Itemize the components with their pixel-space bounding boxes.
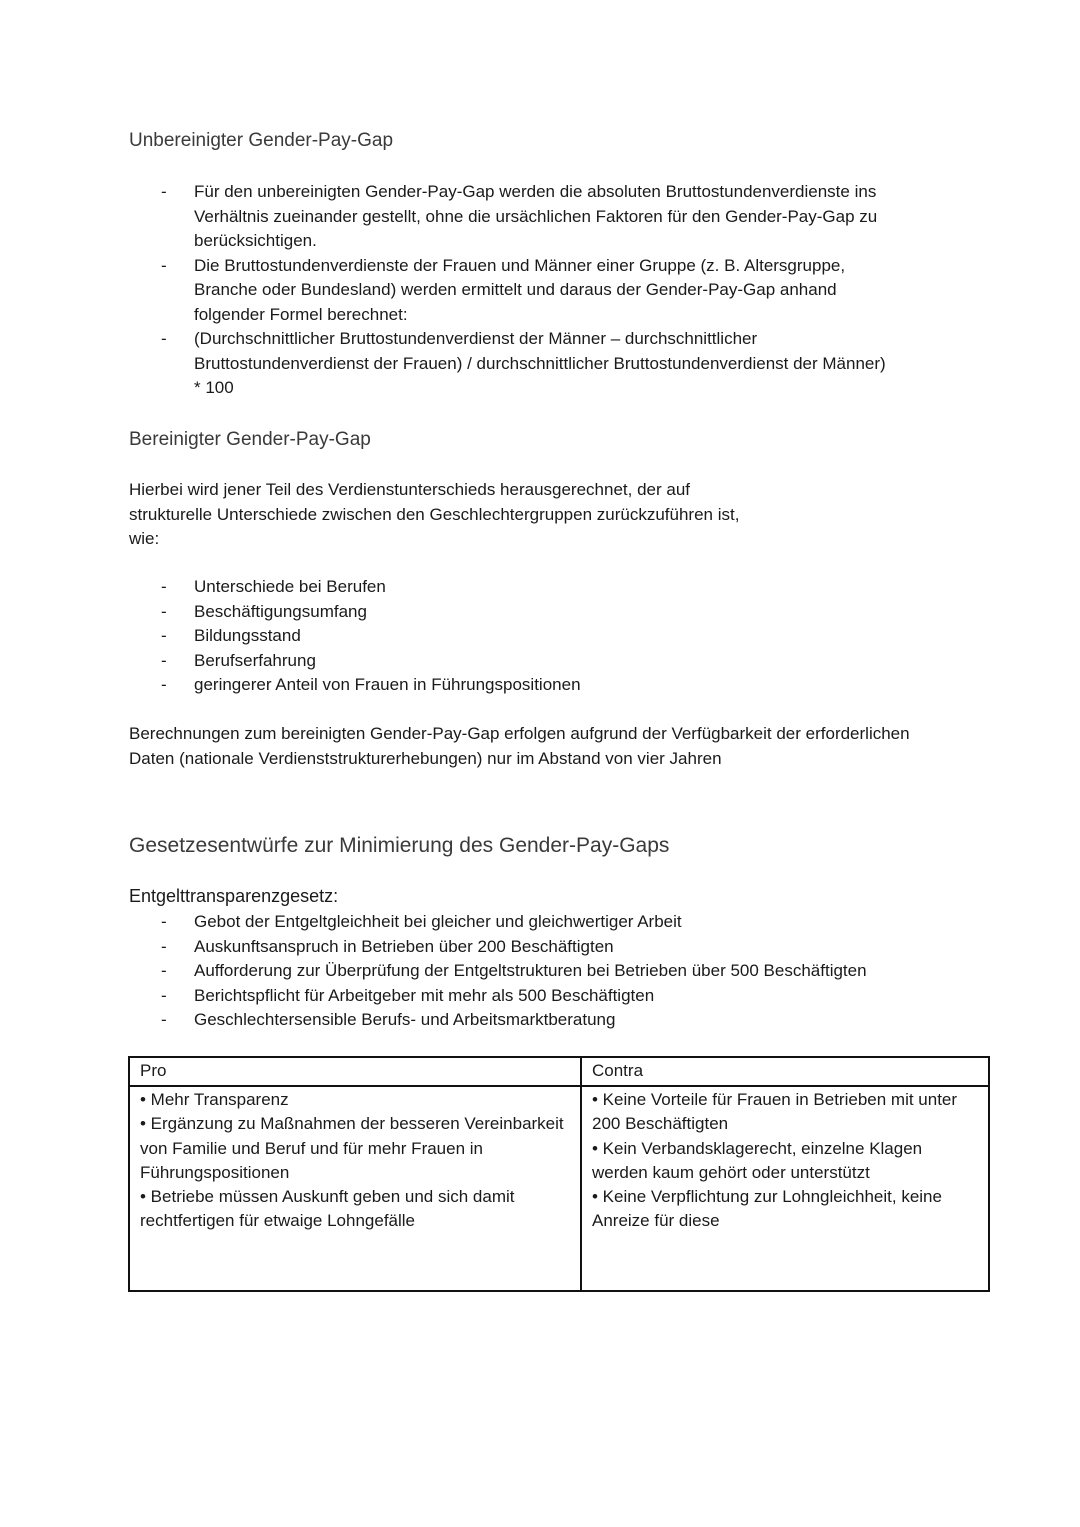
unbereinigt-list bbox=[129, 180, 949, 401]
list-item: - Gebot der Entgeltgleichheit bei gleicher und gleichwertiger Arbeit bbox=[129, 910, 989, 935]
contra-point: • Kein Verbandsklagerecht, einzelne Klagen werden kaum gehört oder unterstützt bbox=[592, 1138, 923, 1182]
pro-point: • Mehr Transparenz bbox=[140, 1090, 289, 1110]
section-heading-bereinigt: Bereinigter Gender-Pay-Gap bbox=[129, 429, 371, 450]
pro-point: • Betriebe müssen Auskunft geben und sich damit rechtfertigen für etwaige Lohngefälle bbox=[140, 1187, 515, 1231]
list-item: - Geschlechtersensible Berufs- und Arbeitsmarktberatung bbox=[129, 1008, 989, 1033]
list-item: - Die Bruttostundenverdienste der Frauen und Männer einer Gruppe (z. B. Altersgruppe, Branche oder Bundesland) werden ermittelt und daraus der Gender-Pay-Gap anhand folgender Formel berechnet: bbox=[129, 254, 949, 328]
list-item: - Unterschiede bei Berufen bbox=[129, 575, 949, 600]
contra-cell bbox=[581, 1086, 989, 1291]
pro-header: Pro bbox=[129, 1057, 581, 1086]
list-item: - (Durchschnittlicher Bruttostundenverdienst der Männer – durchschnittlicher Bruttostundenverdienst der Frauen) / durchschnittlicher Bruttostundenverdienst der Männer) * 100 bbox=[129, 327, 949, 401]
pro-contra-table bbox=[128, 1056, 990, 1292]
contra-point: • Keine Verpflichtung zur Lohngleichheit, keine Anreize für diese bbox=[592, 1187, 942, 1231]
table-row bbox=[129, 1086, 989, 1291]
table-header-row bbox=[129, 1057, 989, 1086]
law-points-list bbox=[129, 910, 989, 1033]
list-item: - geringerer Anteil von Frauen in Führungspositionen bbox=[129, 673, 949, 698]
list-item: - Bildungsstand bbox=[129, 624, 949, 649]
pro-cell bbox=[129, 1086, 581, 1291]
section-heading-gesetze: Gesetzesentwürfe zur Minimierung des Gender-Pay-Gaps bbox=[129, 834, 670, 857]
section-heading-unbereinigt: Unbereinigter Gender-Pay-Gap bbox=[129, 130, 394, 151]
list-item: - Für den unbereinigten Gender-Pay-Gap werden die absoluten Bruttostundenverdienste ins Verhältnis zueinander gestellt, ohne die ursächlichen Faktoren für den Gender-Pay-Gap zu berücksichtigen. bbox=[129, 180, 949, 254]
law-title: Entgelttransparenzgesetz: bbox=[129, 886, 339, 906]
list-item: - Beschäftigungsumfang bbox=[129, 600, 949, 625]
contra-header: Contra bbox=[581, 1057, 989, 1086]
pro-point: • Ergänzung zu Maßnahmen der besseren Vereinbarkeit von Familie und Beruf und für mehr Frauen in Führungspositionen bbox=[140, 1114, 564, 1182]
list-item: - Berufserfahrung bbox=[129, 649, 949, 674]
bereinigt-note: Berechnungen zum bereinigten Gender-Pay-Gap erfolgen aufgrund der Verfügbarkeit der erforderlichen Daten (nationale Verdienststrukturerhebungen) nur im Abstand von vier Jahren bbox=[129, 724, 910, 768]
list-item: - Berichtspflicht für Arbeitgeber mit mehr als 500 Beschäftigten bbox=[129, 984, 989, 1009]
list-item: - Aufforderung zur Überprüfung der Entgeltstrukturen bei Betrieben über 500 Beschäftigten bbox=[129, 959, 989, 984]
bereinigt-intro: Hierbei wird jener Teil des Verdienstunterschieds herausgerechnet, der auf strukturelle Unterschiede zwischen den Geschlechtergruppen zurückzuführen ist, wie: bbox=[129, 480, 740, 548]
bereinigt-factor-list bbox=[129, 575, 949, 698]
contra-point: • Keine Vorteile für Frauen in Betrieben mit unter 200 Beschäftigten bbox=[592, 1090, 958, 1134]
list-item: - Auskunftsanspruch in Betrieben über 200 Beschäftigten bbox=[129, 935, 989, 960]
